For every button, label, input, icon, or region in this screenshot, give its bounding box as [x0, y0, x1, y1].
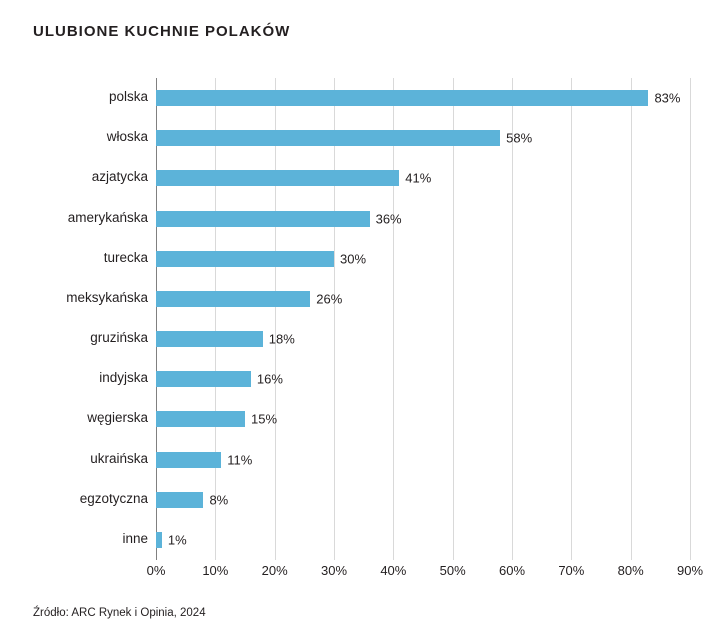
x-tick-label: 50%	[439, 563, 466, 578]
bar-row	[156, 291, 690, 307]
bar	[156, 452, 221, 468]
bar-row	[156, 492, 690, 508]
bar	[156, 130, 500, 146]
bar	[156, 371, 251, 387]
bar-value-label: 30%	[340, 251, 367, 267]
chart-title: ULUBIONE KUCHNIE POLAKÓW	[33, 23, 291, 40]
plot-area	[156, 78, 690, 560]
x-tick-label: 90%	[676, 563, 704, 578]
x-tick-label: 10%	[202, 563, 229, 578]
bar	[156, 411, 245, 427]
bar-value-label: 16%	[256, 371, 283, 387]
x-tick-label: 60%	[498, 563, 526, 578]
category-label: turecka	[103, 249, 148, 265]
bar-row	[156, 211, 690, 227]
category-label: polska	[108, 89, 148, 105]
bar-row	[156, 452, 690, 468]
category-label: ukraińska	[90, 450, 148, 466]
category-label: włoska	[106, 129, 148, 145]
bars-layer	[156, 78, 690, 560]
bar-value-label: 83%	[654, 90, 681, 106]
x-tick-label: 30%	[320, 563, 348, 578]
bar-row	[156, 331, 690, 347]
x-tick-label: 0%	[146, 563, 166, 578]
bar-row	[156, 90, 690, 106]
x-tick-label: 80%	[617, 563, 644, 578]
bar-row	[156, 130, 690, 146]
bar	[156, 331, 263, 347]
value-axis-labels	[146, 563, 704, 583]
bar-value-label: 36%	[375, 211, 402, 227]
category-label: indyjska	[99, 370, 148, 386]
bar	[156, 90, 648, 106]
category-label: gruzińska	[90, 330, 148, 346]
bar-row	[156, 371, 690, 387]
bar	[156, 492, 203, 508]
bar	[156, 170, 399, 186]
category-axis-labels	[0, 78, 148, 560]
bar-value-label: 1%	[167, 532, 187, 548]
bar-value-label: 8%	[209, 492, 229, 508]
bar	[156, 291, 310, 307]
bar-value-label: 18%	[268, 331, 295, 347]
source-note: Źródło: ARC Rynek i Opinia, 2024	[33, 607, 206, 619]
category-label: egzotyczna	[79, 490, 148, 506]
category-label: meksykańska	[66, 289, 148, 305]
x-tick-label: 40%	[380, 563, 407, 578]
bar-value-label: 26%	[316, 291, 343, 307]
bar-row	[156, 411, 690, 427]
x-tick-label: 70%	[558, 563, 585, 578]
bar-value-label: 11%	[227, 452, 253, 468]
gridline	[690, 78, 691, 560]
category-label: węgierska	[87, 410, 148, 426]
category-label: inne	[122, 530, 148, 546]
bar-row	[156, 251, 690, 267]
bar-row	[156, 170, 690, 186]
bar	[156, 251, 334, 267]
bar	[156, 211, 370, 227]
category-label: azjatycka	[91, 169, 148, 185]
bar-value-label: 15%	[251, 411, 278, 427]
bar-value-label: 58%	[506, 130, 533, 146]
x-tick-label: 20%	[261, 563, 288, 578]
bar-row	[156, 532, 690, 548]
category-label: amerykańska	[67, 209, 148, 225]
bar-value-label: 41%	[405, 170, 432, 186]
